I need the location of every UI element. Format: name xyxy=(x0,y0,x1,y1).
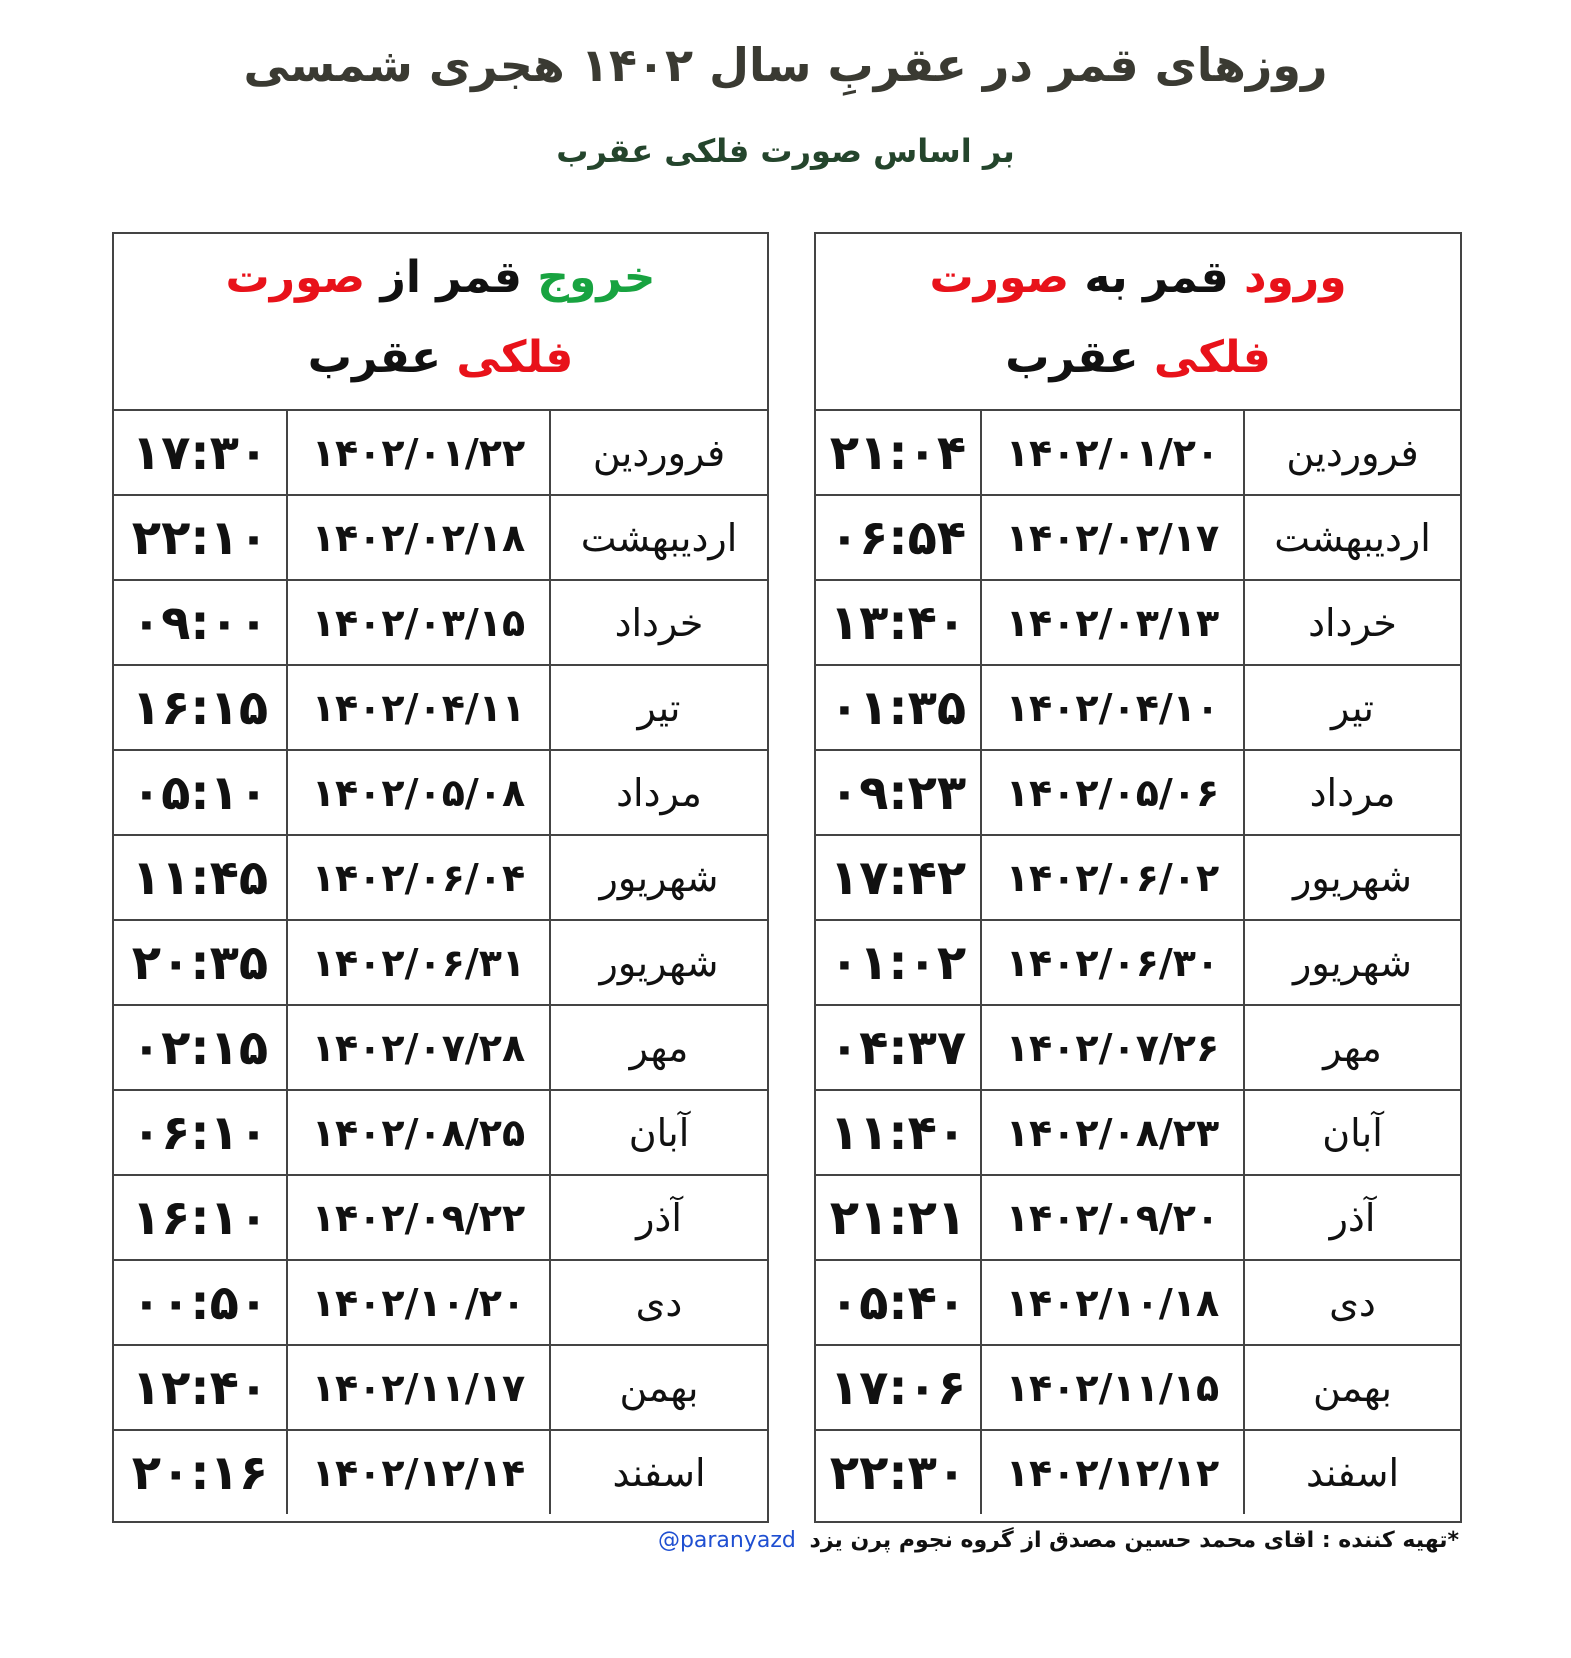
date-cell: ۱۴۰۲/۰۷/۲۶ xyxy=(981,1005,1244,1090)
table-row xyxy=(114,1260,767,1345)
date-cell: ۱۴۰۲/۰۶/۰۴ xyxy=(287,835,550,920)
time-cell: ۲۱:۰۴ xyxy=(816,411,981,495)
time-cell: ۲۱:۲۱ xyxy=(816,1175,981,1260)
time-cell: ۰۹:۲۳ xyxy=(816,750,981,835)
table-row xyxy=(816,580,1460,665)
table-row xyxy=(114,665,767,750)
month-cell: شهریور xyxy=(550,920,767,1005)
time-cell: ۰۱:۳۵ xyxy=(816,665,981,750)
exit-table-panel xyxy=(112,232,769,1523)
date-cell: ۱۴۰۲/۰۱/۲۲ xyxy=(287,411,550,495)
table-row xyxy=(816,1175,1460,1260)
month-cell: آبان xyxy=(1244,1090,1460,1175)
entry-header-word: ورود xyxy=(1243,252,1347,303)
month-cell: خرداد xyxy=(550,580,767,665)
date-cell: ۱۴۰۲/۰۲/۱۷ xyxy=(981,495,1244,580)
table-row xyxy=(816,411,1460,495)
month-cell: آبان xyxy=(550,1090,767,1175)
entry-header-scorpio: عقرب xyxy=(1005,332,1139,383)
date-cell: ۱۴۰۲/۰۶/۳۱ xyxy=(287,920,550,1005)
entry-table-panel xyxy=(814,232,1462,1523)
table-row xyxy=(816,1260,1460,1345)
month-cell: شهریور xyxy=(550,835,767,920)
table-row xyxy=(816,1345,1460,1430)
month-cell: اردیبهشت xyxy=(550,495,767,580)
date-cell: ۱۴۰۲/۱۱/۱۵ xyxy=(981,1345,1244,1430)
month-cell: بهمن xyxy=(550,1345,767,1430)
table-row xyxy=(114,1005,767,1090)
table-row xyxy=(114,1430,767,1514)
exit-table xyxy=(114,411,767,1514)
date-cell: ۱۴۰۲/۰۹/۲۲ xyxy=(287,1175,550,1260)
date-cell: ۱۴۰۲/۱۲/۱۲ xyxy=(981,1430,1244,1514)
month-cell: مرداد xyxy=(1244,750,1460,835)
time-cell: ۱۱:۴۵ xyxy=(114,835,287,920)
time-cell: ۱۷:۴۲ xyxy=(816,835,981,920)
page-subtitle: بر اساس صورت فلکی عقرب xyxy=(556,132,1015,170)
month-cell: اسفند xyxy=(1244,1430,1460,1514)
month-cell: خرداد xyxy=(1244,580,1460,665)
entry-header-celestial: فلکی xyxy=(1153,332,1271,383)
time-cell: ۰۶:۱۰ xyxy=(114,1090,287,1175)
month-cell: شهریور xyxy=(1244,920,1460,1005)
month-cell: مهر xyxy=(550,1005,767,1090)
table-row xyxy=(114,920,767,1005)
table-row xyxy=(114,495,767,580)
month-cell: فروردین xyxy=(1244,411,1460,495)
month-cell: شهریور xyxy=(1244,835,1460,920)
month-cell: تیر xyxy=(1244,665,1460,750)
date-cell: ۱۴۰۲/۰۳/۱۵ xyxy=(287,580,550,665)
credit-footer xyxy=(658,1528,1459,1553)
time-cell: ۰۵:۴۰ xyxy=(816,1260,981,1345)
month-cell: دی xyxy=(1244,1260,1460,1345)
table-row xyxy=(114,750,767,835)
date-cell: ۱۴۰۲/۱۰/۱۸ xyxy=(981,1260,1244,1345)
table-row xyxy=(114,411,767,495)
exit-header-word: خروج xyxy=(537,252,656,303)
time-cell: ۰۰:۵۰ xyxy=(114,1260,287,1345)
date-cell: ۱۴۰۲/۰۳/۱۳ xyxy=(981,580,1244,665)
table-row xyxy=(816,1430,1460,1514)
table-row xyxy=(816,665,1460,750)
entry-header-constellation: صورت xyxy=(929,252,1070,303)
exit-header-scorpio: عقرب xyxy=(307,332,442,383)
date-cell: ۱۴۰۲/۰۶/۳۰ xyxy=(981,920,1244,1005)
time-cell: ۰۵:۱۰ xyxy=(114,750,287,835)
month-cell: مرداد xyxy=(550,750,767,835)
month-cell: آذر xyxy=(550,1175,767,1260)
table-row xyxy=(114,1090,767,1175)
table-row xyxy=(816,750,1460,835)
time-cell: ۱۳:۴۰ xyxy=(816,580,981,665)
date-cell: ۱۴۰۲/۰۴/۱۱ xyxy=(287,665,550,750)
table-row xyxy=(816,835,1460,920)
month-cell: بهمن xyxy=(1244,1345,1460,1430)
table-row xyxy=(114,1175,767,1260)
time-cell: ۱۷:۳۰ xyxy=(114,411,287,495)
month-cell: دی xyxy=(550,1260,767,1345)
exit-table-header xyxy=(114,234,767,411)
time-cell: ۲۰:۱۶ xyxy=(131,1444,269,1501)
month-cell: اسفند xyxy=(550,1430,767,1514)
date-cell: ۱۴۰۲/۰۷/۲۸ xyxy=(287,1005,550,1090)
entry-table-header xyxy=(816,234,1460,411)
time-cell: ۱۶:۱۵ xyxy=(114,665,287,750)
month-cell: اردیبهشت xyxy=(1244,495,1460,580)
social-handle[interactable]: @paranyazd xyxy=(657,1528,796,1553)
date-cell: ۱۴۰۲/۰۹/۲۰ xyxy=(981,1175,1244,1260)
page-title: روزهای قمر در عقربِ سال ۱۴۰۲ هجری شمسی xyxy=(243,38,1328,92)
table-row xyxy=(816,1090,1460,1175)
date-cell: ۱۴۰۲/۰۴/۱۰ xyxy=(981,665,1244,750)
month-cell: آذر xyxy=(1244,1175,1460,1260)
time-cell: ۰۹:۰۰ xyxy=(114,580,287,665)
table-row xyxy=(114,835,767,920)
time-cell: ۱۲:۴۰ xyxy=(114,1345,287,1430)
table-row xyxy=(816,495,1460,580)
date-cell: ۱۴۰۲/۰۵/۰۶ xyxy=(981,750,1244,835)
date-cell: ۱۴۰۲/۰۱/۲۰ xyxy=(981,411,1244,495)
date-cell: ۱۴۰۲/۱۲/۱۴ xyxy=(287,1430,550,1514)
entry-header-moon: قمر به xyxy=(1084,252,1229,303)
exit-header-celestial: فلکی xyxy=(456,332,574,383)
time-cell: ۱۱:۴۰ xyxy=(816,1090,981,1175)
month-cell: مهر xyxy=(1244,1005,1460,1090)
entry-table xyxy=(816,411,1460,1514)
date-cell: ۱۴۰۲/۰۶/۰۲ xyxy=(981,835,1244,920)
month-cell: فروردین xyxy=(550,411,767,495)
table-row xyxy=(114,1345,767,1430)
date-cell: ۱۴۰۲/۰۸/۲۵ xyxy=(287,1090,550,1175)
date-cell: ۱۴۰۲/۰۸/۲۳ xyxy=(981,1090,1244,1175)
table-row xyxy=(816,1005,1460,1090)
date-cell: ۱۴۰۲/۱۱/۱۷ xyxy=(287,1345,550,1430)
time-cell: ۰۶:۵۴ xyxy=(816,495,981,580)
time-cell: ۰۲:۱۵ xyxy=(114,1005,287,1090)
time-cell: ۱۶:۱۰ xyxy=(114,1175,287,1260)
table-row xyxy=(114,580,767,665)
time-cell: ۲۰:۳۵ xyxy=(114,920,287,1005)
time-cell: ۱۷:۰۶ xyxy=(816,1345,981,1430)
time-cell: ۰۱:۰۲ xyxy=(816,920,981,1005)
time-cell: ۲۲:۳۰ xyxy=(829,1444,967,1501)
date-cell: ۱۴۰۲/۰۲/۱۸ xyxy=(287,495,550,580)
exit-header-moon: قمر از xyxy=(380,252,522,303)
exit-header-constellation: صورت xyxy=(225,252,366,303)
table-row xyxy=(816,920,1460,1005)
credit-text: *تهیه کننده : اقای محمد حسین مصدق از گروه نجوم پرن یزد xyxy=(809,1528,1459,1553)
time-cell: ۲۲:۱۰ xyxy=(114,495,287,580)
date-cell: ۱۴۰۲/۰۵/۰۸ xyxy=(287,750,550,835)
month-cell: تیر xyxy=(550,665,767,750)
date-cell: ۱۴۰۲/۱۰/۲۰ xyxy=(287,1260,550,1345)
time-cell: ۰۴:۳۷ xyxy=(816,1005,981,1090)
